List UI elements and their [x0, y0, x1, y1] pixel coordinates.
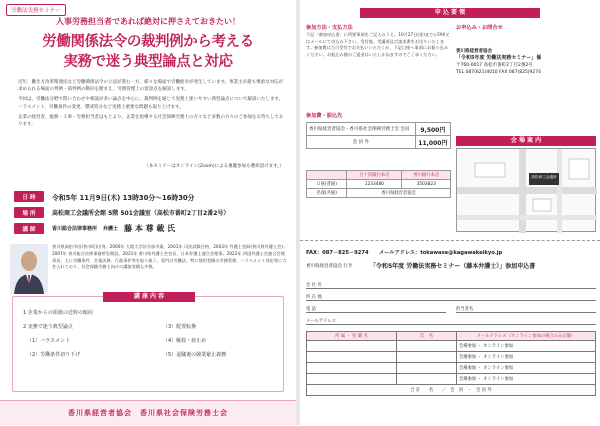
fee-nonmember-label: 会 員 外 — [307, 136, 416, 149]
form-title: 「令和5年度 労働法実務セミナー（藤本弁護士）」参加申込書 — [370, 263, 536, 270]
bank-table — [306, 170, 451, 198]
course-item: （5）退職後の競業避止義務 — [163, 352, 227, 358]
field-label: メールアドレス — [306, 319, 336, 324]
seminar-tag: 労働法実務セミナー — [6, 4, 66, 16]
bank-name-2: 香川銀行本店 — [402, 171, 451, 180]
fee-table — [306, 122, 451, 149]
email-field[interactable] — [306, 318, 596, 325]
account-holder-label: 名義(共通) — [307, 189, 347, 198]
online-note: （本セミナーはオンライン(Zoom)による視聴参加も選択頂けます。） — [144, 164, 284, 169]
contact-block — [456, 48, 596, 120]
fee-nonmember-value: 11,000円 — [415, 136, 450, 149]
contact-address: 〒760-0017 高松市番町2丁目2番2号 — [456, 63, 533, 68]
field-label: 所 在 地 — [306, 295, 322, 300]
lecturer-label: 講 師 — [14, 223, 44, 234]
course-item: 1 企業からの相談の近時の傾向 — [23, 310, 93, 316]
venue-map — [456, 148, 596, 232]
account-number-1: 1233480 — [347, 180, 402, 189]
lecturer-title: 弁護士 — [103, 226, 119, 232]
method-title: 参加方法・支払方法 — [306, 25, 353, 31]
date-value: 令和5年 11月9日(木) 13時30分～16時30分 — [52, 193, 195, 202]
attendance-choice[interactable]: 会場参加 ・ オンライン参加 — [457, 341, 596, 352]
map-heading: 会 場 案 内 — [456, 136, 596, 146]
attendance-choice[interactable]: 会場参加 ・ オンライン参加 — [457, 363, 596, 374]
company-field[interactable] — [306, 282, 596, 289]
title-line-2: 実務で迷う典型論点と対応 — [63, 54, 233, 70]
course-item: 2 実務で迷う典型論点 — [23, 324, 73, 330]
course-item: （1）ハラスメント — [27, 338, 71, 344]
lecturer-name: 藤 本 尊 載 氏 — [124, 224, 176, 233]
intro-paragraph: 企業の経営者、総務・人事・労務担当者はもとより、企業を指導する社会保険労務士の方々など多数の方々のご参加をお待ちしております。 — [18, 114, 284, 128]
fee-title: 参加費・振込先 — [306, 113, 343, 119]
title-line-1: 労働関係法令の裁判例から考える — [42, 34, 254, 50]
place-row — [14, 207, 286, 218]
course-box — [12, 293, 284, 392]
organizers-footer: 香川県経営者協会 香川県社会保険労務士会 — [0, 400, 296, 425]
map-venue-label: 高松商工会議所 — [531, 175, 557, 179]
course-item: （2）労働条件切り下げ — [27, 352, 81, 358]
bank-name-1: 百十四銀行本店 — [347, 171, 402, 180]
contact-title: お申込み・お問合せ — [456, 25, 503, 31]
place-label: 場 所 — [14, 207, 44, 218]
participants-table — [306, 331, 596, 396]
lecturer-bio: 香川県高松市(旧香川町)出身。2000年 大阪大学法学部卒業、2001年 司法試験合格、2003年 弁護士登録(香川県弁護士会)。2007年 香川総合法律事務所を開設。2021年 香川県弁護士会会長、日本弁護士連合会理事。2022年 四国弁護士会連合会理事長。主に労働事件、企業法務、行政事件等を取り扱う。専門は労働法、特に使用者側の労務管理、ハラスメント対応等に力を入れており、社会保険労務士向けの講演実績も多数。 — [52, 244, 288, 270]
field-label: 担当者名 — [456, 307, 474, 312]
col-header-dept: 所 属 ・ 役 職 名 — [307, 332, 397, 341]
account-type: 口座(普通) — [307, 180, 347, 189]
right-panel — [300, 0, 600, 425]
contact-dept: 「令和5年度 労働法実務セミナー」係 — [456, 55, 542, 61]
left-panel — [0, 0, 296, 425]
address-field[interactable] — [306, 294, 596, 301]
account-holder: 香川県経営者協会 — [347, 189, 451, 198]
lecturer-org: 香川総合法律事務所 — [52, 226, 98, 232]
fax-email-line: FAX：087－825－9274 メールアドレス：tokawase@kagawakeikyo.jp — [306, 250, 503, 256]
total-row: 合 計 名 ／ 会 員 ・ 会 員 外 — [307, 385, 596, 396]
apply-heading: 申 込 要 領 — [360, 8, 540, 18]
place-value: 高松商工会議所会館 5階 501会議室（高松市番町2丁目2番2号） — [52, 210, 230, 217]
subtitle: 人事労務担当者であれば絶対に押さえておきたい！ — [56, 17, 240, 26]
contact-person-field[interactable] — [456, 306, 596, 313]
table-row[interactable] — [307, 374, 596, 385]
col-header-email: メールアドレス（オンライン参加の場合のみ記載） — [457, 332, 596, 341]
phone-field[interactable] — [306, 306, 446, 313]
date-row — [14, 191, 286, 202]
course-item: （4）解雇・雇止め — [163, 338, 207, 344]
table-row[interactable] — [307, 352, 596, 363]
attendance-choice[interactable]: 会場参加 ・ オンライン参加 — [457, 352, 596, 363]
col-header-name: 氏 名 — [397, 332, 457, 341]
attendance-choice[interactable]: 会場参加 ・ オンライン参加 — [457, 374, 596, 385]
contact-phone: TEL 087(821)4010 FAX 087(825)9274 — [456, 70, 542, 75]
form-recipient: 香川県経営者協会 行き — [306, 264, 353, 269]
field-label: 電 話 — [306, 307, 316, 312]
method-text: 下記「参加申込書」に所要事項をご記入のうえ、10月27日(金)までにFAX又はメールにて申込み下さい。受付後、受講票及び請求書をお送りいたします。参加費は当日受付でお支払いいただくか、下記口座へ事前にお振り込みください。お振込み後のご返金はいたしかねますのでご了承ください。 — [306, 32, 450, 57]
intro-text — [18, 79, 284, 131]
field-label: 会 社 名 — [306, 283, 322, 288]
date-label: 日 時 — [14, 191, 44, 202]
course-heading: 講 座 内 容 — [103, 292, 195, 302]
lecturer-row — [14, 223, 286, 234]
contact-org: 香川県経営者協会 — [456, 49, 492, 54]
cut-line — [300, 240, 600, 241]
lecturer-photo — [10, 244, 48, 294]
table-row[interactable] — [307, 363, 596, 374]
account-number-2: 3503823 — [402, 180, 451, 189]
intro-paragraph: 近年、働き方改革関連法など労働関係法令の立法が進む一方、様々な場面で労働紛争が発生しています。事業主が最も慎重な対応が求められる場面の判例・裁判例の動向を踏まえ、労務管理上の留意点を解説します。 — [18, 80, 284, 93]
table-row[interactable] — [307, 341, 596, 352]
fee-member-value: 9,500円 — [415, 123, 450, 136]
fee-member-label: 香川県経営者協会・香川県社会保険労務士会 会員 — [307, 123, 416, 136]
course-item: （3）配置転換 — [163, 324, 197, 330]
intro-paragraph: 今回は、労働法分野で問い合わせや相談が多い論点を中心に、裁判例を通じて実務上迷いやすい典型論点について解説いたします。ハラスメント、労働条件の変更、懲戒処分など実務上重要な問題も取り上げます。 — [18, 97, 284, 110]
